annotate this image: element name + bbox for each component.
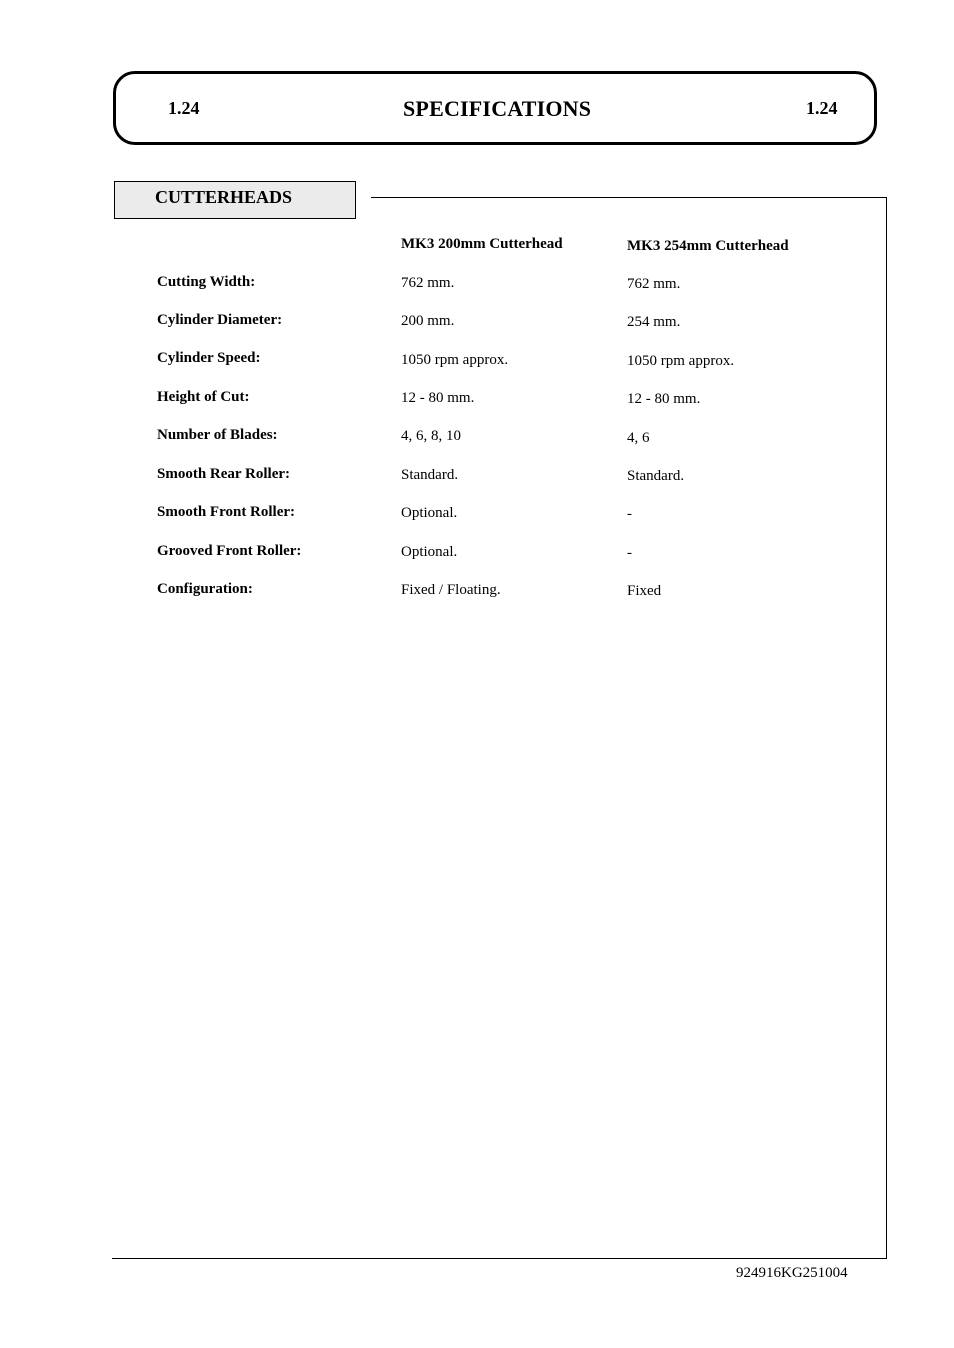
row-label-cylinder-speed: Cylinder Speed: — [157, 350, 261, 366]
cell-254mm-cylinder-speed: 1050 rpm approx. — [627, 353, 735, 369]
cell-200mm-cylinder-speed: 1050 rpm approx. — [401, 352, 509, 368]
row-label-grooved-front-roller: Grooved Front Roller: — [157, 543, 302, 559]
frame-right-rule — [886, 197, 887, 1259]
frame-bottom-rule — [112, 1258, 887, 1259]
section-title: CUTTERHEADS — [155, 187, 293, 207]
row-label-number-of-blades: Number of Blades: — [157, 427, 278, 443]
cell-200mm-configuration: Fixed / Floating. — [401, 582, 501, 598]
row-label-cutting-width: Cutting Width: — [157, 274, 256, 290]
cell-254mm-cutting-width: 762 mm. — [627, 276, 681, 292]
cell-200mm-smooth-front-roller: Optional. — [401, 505, 458, 521]
cell-254mm-number-of-blades: 4, 6 — [627, 430, 650, 446]
row-label-smooth-front-roller: Smooth Front Roller: — [157, 504, 296, 520]
document-code: 924916KG251004 — [736, 1265, 848, 1281]
cell-200mm-number-of-blades: 4, 6, 8, 10 — [401, 428, 461, 444]
cell-254mm-grooved-front-roller: - — [627, 545, 632, 561]
cell-254mm-configuration: Fixed — [627, 583, 662, 599]
section-number-right: 1.24 — [806, 98, 838, 118]
column-header-200mm: MK3 200mm Cutterhead — [401, 236, 563, 252]
row-label-configuration: Configuration: — [157, 581, 253, 597]
cell-200mm-height-of-cut: 12 - 80 mm. — [401, 390, 475, 406]
cell-254mm-height-of-cut: 12 - 80 mm. — [627, 391, 701, 407]
cell-254mm-smooth-rear-roller: Standard. — [627, 468, 685, 484]
cell-254mm-smooth-front-roller: - — [627, 506, 632, 522]
row-label-cylinder-diameter: Cylinder Diameter: — [157, 312, 283, 328]
cell-200mm-smooth-rear-roller: Standard. — [401, 467, 459, 483]
row-label-height-of-cut: Height of Cut: — [157, 389, 250, 405]
cell-254mm-cylinder-diameter: 254 mm. — [627, 314, 681, 330]
column-header-254mm: MK3 254mm Cutterhead — [627, 238, 789, 254]
cell-200mm-grooved-front-roller: Optional. — [401, 544, 458, 560]
section-number-left: 1.24 — [168, 98, 200, 118]
frame-top-rule — [371, 197, 887, 198]
row-label-smooth-rear-roller: Smooth Rear Roller: — [157, 466, 291, 482]
cell-200mm-cylinder-diameter: 200 mm. — [401, 313, 455, 329]
page-title: SPECIFICATIONS — [403, 96, 592, 121]
cell-200mm-cutting-width: 762 mm. — [401, 275, 455, 291]
